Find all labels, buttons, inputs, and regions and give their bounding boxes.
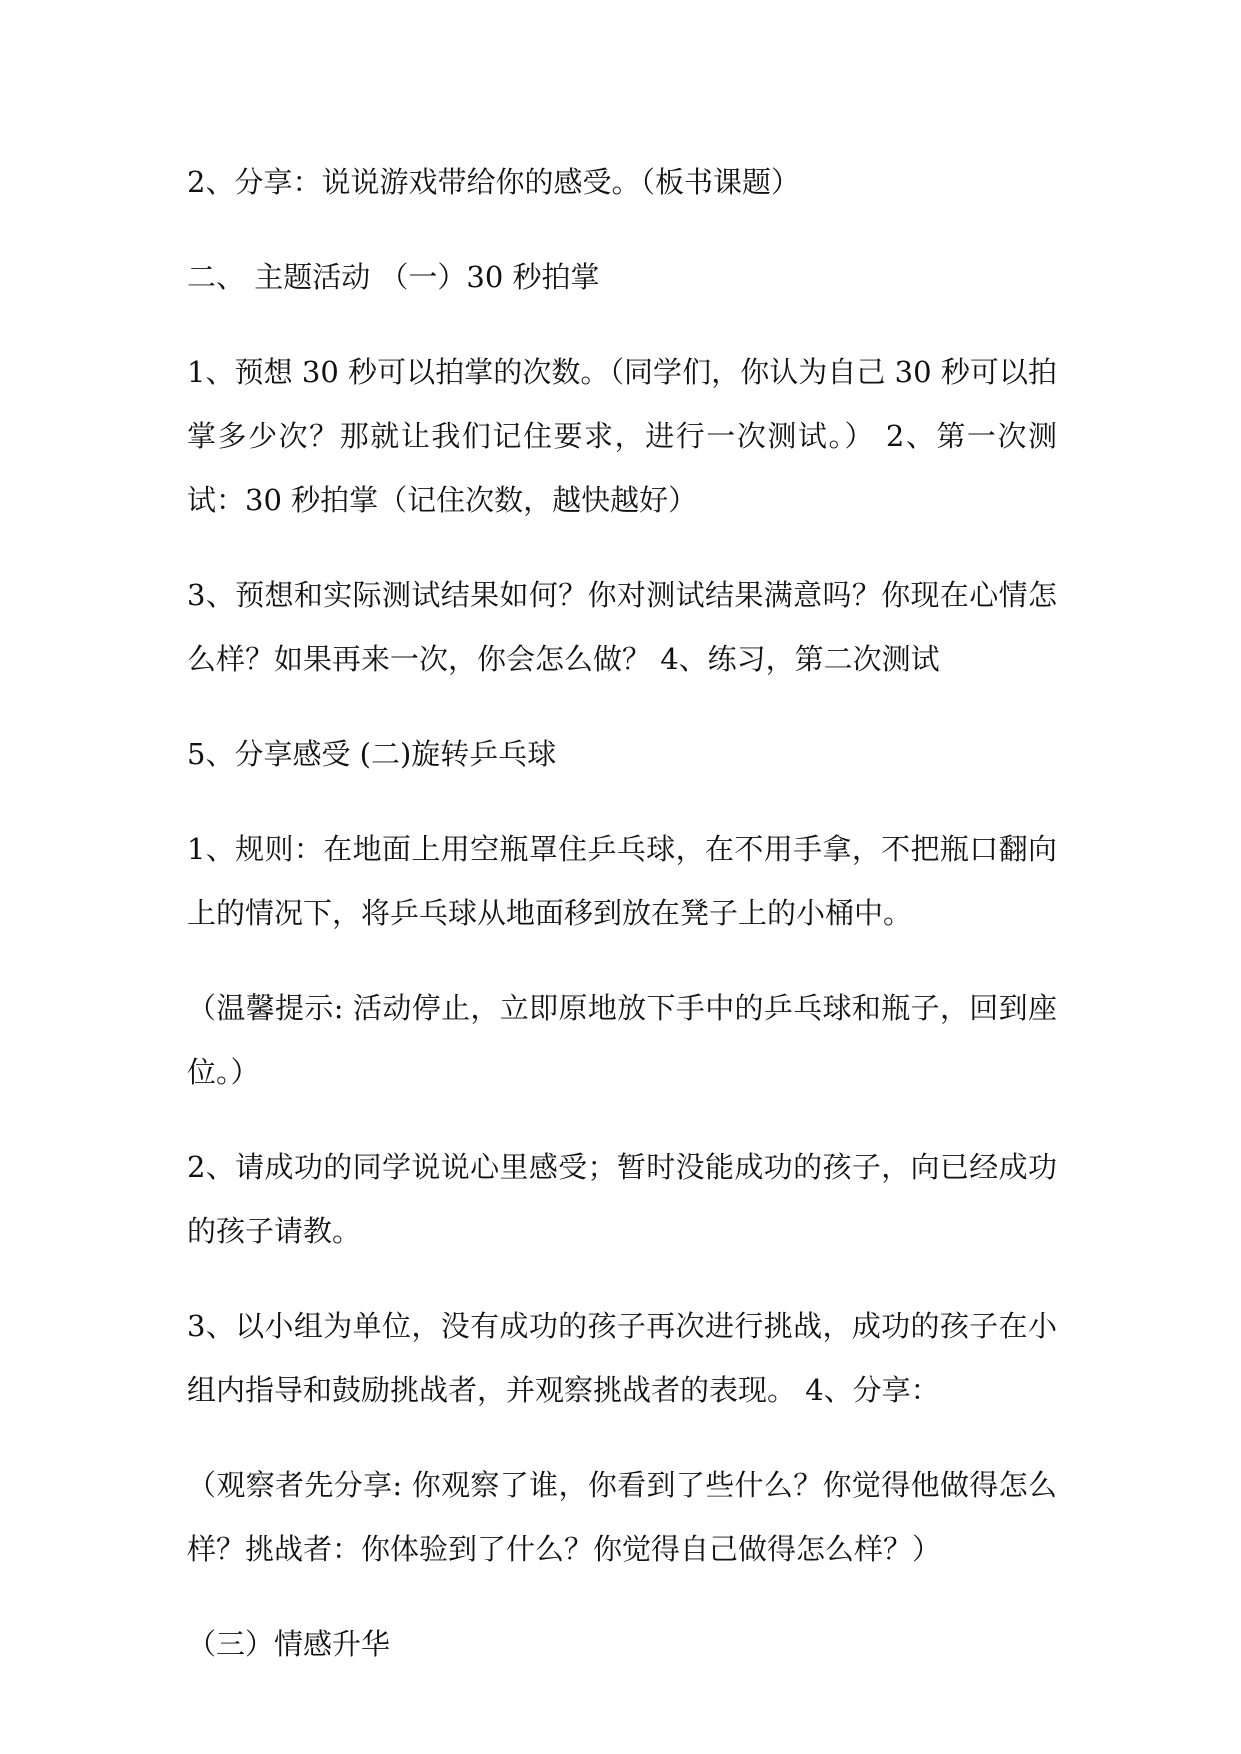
- paragraph-compare-results: 3、预想和实际测试结果如何？你对测试结果满意吗？你现在心情怎么样？如果再来一次，你会怎么做？ 4、练习，第二次测试: [187, 578, 1057, 676]
- paragraph-theme-activity-heading: 二、 主题活动 （一）30 秒拍掌: [187, 260, 600, 294]
- paragraph-share-and-pingpong-heading: 5、分享感受 (二)旋转乒乓球: [187, 737, 557, 771]
- paragraph-warm-tip: （温馨提示: 活动停止，立即原地放下手中的乒乓球和瓶子，回到座位。）: [187, 991, 1057, 1089]
- paragraph-group-challenge: 3、以小组为单位，没有成功的孩子再次进行挑战，成功的孩子在小组内指导和鼓励挑战者，并观察挑战者的表现。 4、分享：: [187, 1309, 1057, 1407]
- paragraph-rules: 1、规则：在地面上用空瓶罩住乒乓球，在不用手拿，不把瓶口翻向上的情况下，将乒乓球从地面移到放在凳子上的小桶中。: [187, 832, 1057, 930]
- paragraph-successful-students-share: 2、请成功的同学说说心里感受；暂时没能成功的孩子，向已经成功的孩子请教。: [187, 1150, 1057, 1248]
- paragraph-emotional-sublimation-heading: （三）情感升华: [187, 1627, 391, 1661]
- document-body: [187, 150, 1057, 1696]
- paragraph-observer-share: （观察者先分享: 你观察了谁，你看到了些什么？你觉得他做得怎么样？挑战者：你体验到了什么？你觉得自己做得怎么样？）: [187, 1468, 1057, 1566]
- paragraph-predict-clapping: 1、预想 30 秒可以拍掌的次数。（同学们，你认为自己 30 秒可以拍掌多少次？那就让我们记住要求，进行一次测试。） 2、第一次测试：30 秒拍掌（记住次数，越快越好）: [187, 355, 1057, 517]
- paragraph-sharing-feelings: 2、分享：说说游戏带给你的感受。（板书课题）: [187, 165, 800, 199]
